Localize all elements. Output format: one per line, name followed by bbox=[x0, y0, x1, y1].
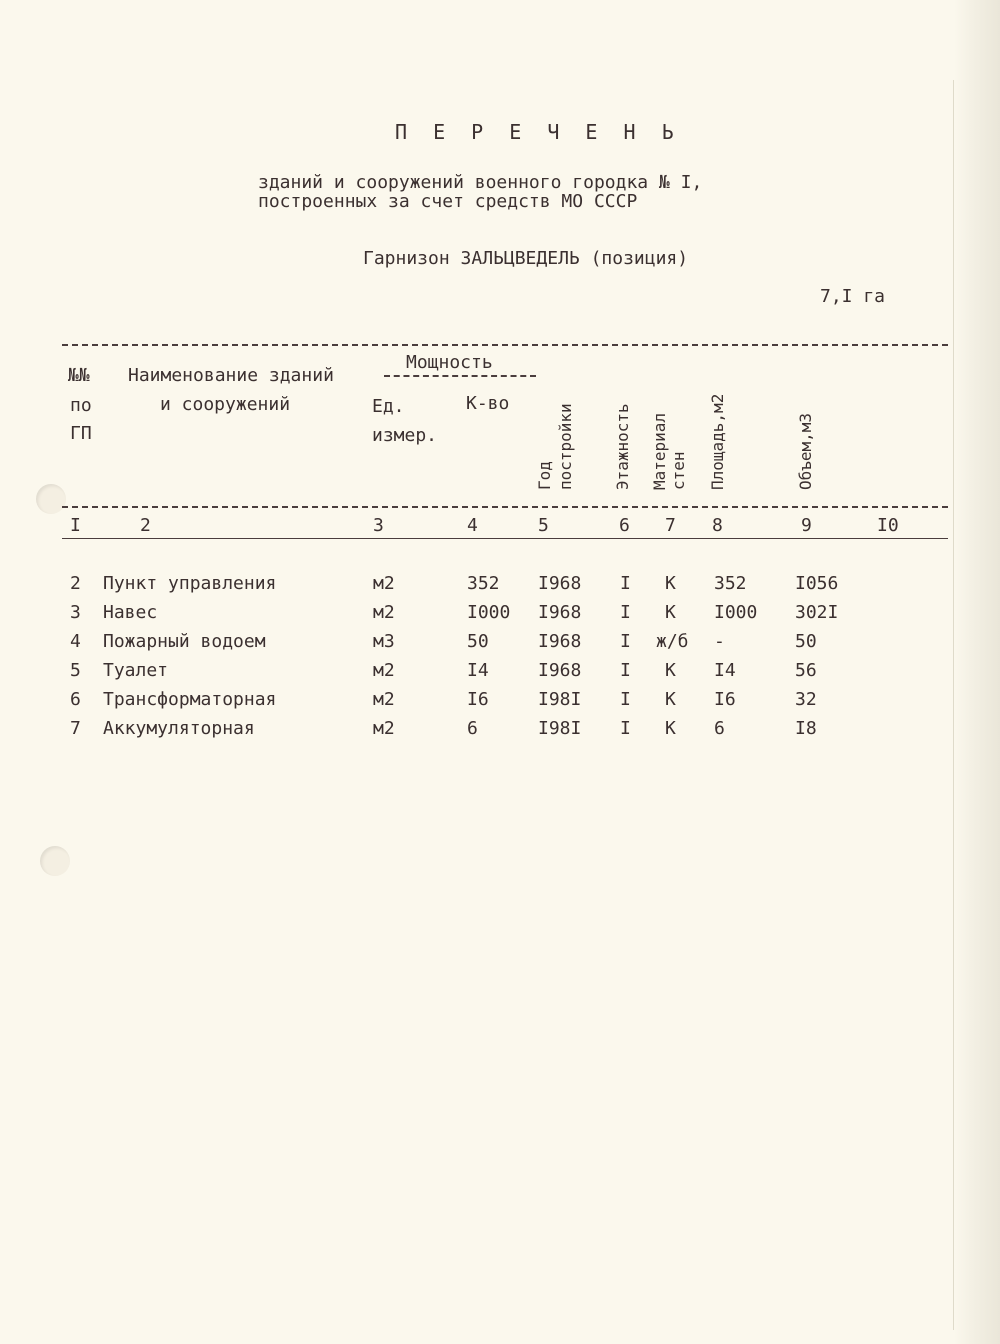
cell-material: К bbox=[665, 602, 676, 623]
punch-hole-top bbox=[36, 484, 66, 514]
cell-floors: I bbox=[620, 631, 631, 652]
cell-area: I4 bbox=[714, 660, 736, 681]
cell-qty: 6 bbox=[467, 718, 478, 739]
cell-qty: 352 bbox=[467, 573, 500, 594]
cell-name: Навес bbox=[103, 602, 158, 623]
cell-name: Аккумуляторная bbox=[103, 718, 255, 739]
cell-floors: I bbox=[620, 602, 631, 623]
cell-unit: м2 bbox=[373, 573, 395, 594]
document-title: П Е Р Е Ч Е Н Ь bbox=[395, 120, 681, 144]
header-area: Площадь,м2 bbox=[708, 393, 727, 490]
cell-area: I000 bbox=[714, 602, 758, 623]
cell-year: I968 bbox=[538, 631, 582, 652]
cell-year: I98I bbox=[538, 718, 582, 739]
subtitle-line-2: построенных за счет средств МО СССР bbox=[258, 191, 638, 212]
cell-volume: I056 bbox=[795, 573, 839, 594]
cell-name: Трансформаторная bbox=[103, 689, 277, 710]
header-material-line-1: Материал bbox=[650, 412, 669, 490]
cell-volume: I8 bbox=[795, 718, 817, 739]
cell-num: 3 bbox=[70, 602, 81, 623]
cell-material: К bbox=[665, 689, 676, 710]
cell-volume: 32 bbox=[795, 689, 817, 710]
cell-unit: м2 bbox=[373, 660, 395, 681]
cell-floors: I bbox=[620, 718, 631, 739]
column-numbers-rule bbox=[62, 538, 948, 539]
cell-material: К bbox=[665, 573, 676, 594]
cell-unit: м3 bbox=[373, 631, 395, 652]
page-edge-shadow bbox=[954, 0, 1000, 1344]
col-number-7: 7 bbox=[665, 515, 676, 536]
cell-year: I968 bbox=[538, 573, 582, 594]
header-num-line-3: ГП bbox=[70, 423, 92, 444]
col-number-3: 3 bbox=[373, 515, 384, 536]
cell-num: 2 bbox=[70, 573, 81, 594]
cell-material: К bbox=[665, 660, 676, 681]
header-name-line-1: Наименование зданий bbox=[128, 365, 334, 386]
cell-area: 6 bbox=[714, 718, 725, 739]
header-unit-line-1: Ед. bbox=[372, 396, 405, 417]
header-unit-line-2: измер. bbox=[372, 425, 438, 446]
col-number-1: I bbox=[70, 515, 81, 536]
subtitle-line-1: зданий и сооружений военного городка № I, bbox=[258, 172, 703, 193]
header-material-line-2: стен bbox=[669, 451, 688, 490]
cell-num: 7 bbox=[70, 718, 81, 739]
page-edge-line bbox=[953, 80, 954, 1330]
header-bottom-rule bbox=[62, 506, 948, 508]
cell-num: 4 bbox=[70, 631, 81, 652]
cell-floors: I bbox=[620, 689, 631, 710]
header-name-line-2: и сооружений bbox=[160, 394, 291, 415]
cell-year: I968 bbox=[538, 602, 582, 623]
header-year-line-1: Год bbox=[535, 461, 554, 490]
header-capacity-underline bbox=[384, 375, 536, 377]
cell-floors: I bbox=[620, 660, 631, 681]
cell-name: Туалет bbox=[103, 660, 169, 681]
cell-material: К bbox=[665, 718, 676, 739]
cell-qty: 50 bbox=[467, 631, 489, 652]
header-year-line-2: постройки bbox=[556, 403, 575, 490]
cell-volume: 56 bbox=[795, 660, 817, 681]
cell-volume: 302I bbox=[795, 602, 839, 623]
cell-year: I98I bbox=[538, 689, 582, 710]
header-volume: Объем,м3 bbox=[796, 412, 815, 490]
cell-floors: I bbox=[620, 573, 631, 594]
punch-hole-bottom bbox=[40, 846, 70, 876]
col-number-10: I0 bbox=[877, 515, 899, 536]
cell-area: 352 bbox=[714, 573, 747, 594]
garrison-line: Гарнизон ЗАЛЬЦВЕДЕЛЬ (позиция) bbox=[363, 248, 689, 269]
header-qty: К-во bbox=[466, 393, 510, 414]
cell-qty: I000 bbox=[467, 602, 511, 623]
cell-qty: I4 bbox=[467, 660, 489, 681]
cell-name: Пункт управления bbox=[103, 573, 277, 594]
col-number-8: 8 bbox=[712, 515, 723, 536]
cell-unit: м2 bbox=[373, 602, 395, 623]
cell-num: 6 bbox=[70, 689, 81, 710]
cell-qty: I6 bbox=[467, 689, 489, 710]
cell-area: I6 bbox=[714, 689, 736, 710]
table-top-rule bbox=[62, 344, 948, 346]
cell-unit: м2 bbox=[373, 718, 395, 739]
cell-material: ж/б bbox=[656, 631, 689, 652]
cell-name: Пожарный водоем bbox=[103, 631, 266, 652]
cell-num: 5 bbox=[70, 660, 81, 681]
col-number-5: 5 bbox=[538, 515, 549, 536]
cell-volume: 50 bbox=[795, 631, 817, 652]
col-number-6: 6 bbox=[619, 515, 630, 536]
header-num-line-2: по bbox=[70, 395, 92, 416]
col-number-4: 4 bbox=[467, 515, 478, 536]
header-capacity: Мощность bbox=[406, 352, 493, 373]
header-floors: Этажность bbox=[613, 403, 632, 490]
col-number-2: 2 bbox=[140, 515, 151, 536]
cell-unit: м2 bbox=[373, 689, 395, 710]
cell-area: - bbox=[714, 631, 725, 652]
cell-year: I968 bbox=[538, 660, 582, 681]
area-total: 7,I га bbox=[820, 286, 886, 307]
header-num-line-1: №№ bbox=[68, 365, 90, 386]
col-number-9: 9 bbox=[801, 515, 812, 536]
